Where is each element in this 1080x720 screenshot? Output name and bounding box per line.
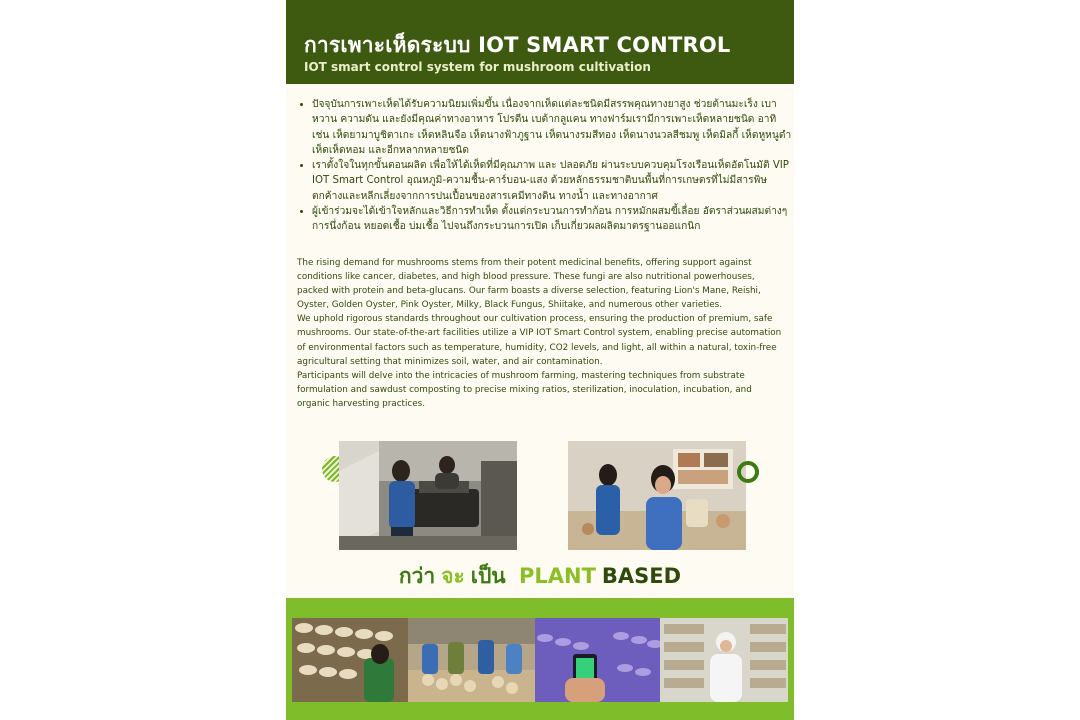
slogan-part-2: จะ [441,564,465,588]
footer-photo-strip [286,598,794,720]
photo-workers-at-machine [339,441,517,550]
photo-mushroom-bag-rows [292,618,408,702]
english-paragraph-3: Participants will delve into the intricacies of mushroom farming, mastering techniques from substrate formulation and sawdust composting to precise mixing ratios, sterilization, inoculation, incubation, and organic harvesting practices. [297,370,752,409]
english-paragraph-1: The rising demand for mushrooms stems from their potent medicinal benefits, offering support against conditions like cancer, diabetes, and high blood pressure. These fungi are also nutritional powerhouses, packed with protein and beta-glucans. Our farm boasts a diverse selection, featuring Lion's Mane, Reishi, Oyster, Golden Oyster, Pink Oyster, Milky, Black Fungus, Shiitake, and numerous other varieties. [297,258,761,311]
slogan-part-3: เป็น [470,564,506,588]
header-banner [286,0,794,84]
slogan-part-4: PLANT [518,564,596,588]
photo-lab-worker-shelves [660,618,788,702]
flyer-page [286,0,794,720]
photo-smart-control-app [535,618,660,702]
thai-bullet-1: • ปัจจุบันการเพาะเห็ดได้รับความนิยมเพิ่มขึ้น เนื่องจากเห็ดแต่ละชนิดมีสรรพคุณทางยาสูง ช่วยต้านมะเร็ง เบาหวาน ความดัน และยังมีคุณค่าทางอาหาร โปรตีน เบต้ากลูแคน ทางฟาร์มเรามีการเพาะเห็ดหลายชนิด อาทิ เช่น เห็ดยามาบูชิตาเกะ เห็ดหลินจือ เห็ดนางฟ้าภูฐาน เห็ดนางรมสีทอง เห็ดนางนวลสีชมพู เห็ดมิลกี้ เห็ดหูหนูดำ เห็ดเห็ดหอม และอีกหลากหลายชนิด [312,97,794,158]
page-subtitle: IOT smart control system for mushroom cultivation [304,60,651,74]
english-paragraph-2: We uphold rigorous standards throughout our cultivation process, ensuring the production of premium, safe mushrooms. Our state-of-the-art facilities utilize a VIP IOT Smart Control system, enabling precise automation of environmental factors such as temperature, humidity, CO2 levels, and light, all within a natural, toxin-free agricultural setting that minimizes soil, water, and air contamination. [297,314,782,367]
slogan-part-1: กว่า [398,564,436,588]
slogan-banner [286,560,794,593]
slogan-part-5: BASED [601,564,682,588]
ring-decoration [737,461,759,483]
english-description [297,256,783,411]
thai-bullet-list [300,97,794,235]
photo-participants-with-mushroom-bag [568,441,746,550]
thai-bullet-3: • ผู้เข้าร่วมจะได้เข้าใจหลักและวิธีการทำเห็ด ตั้งแต่กระบวนการทำก้อน การหมักผสมขี้เลื่อย อัตราส่วนผสมต่างๆ การนึ่งก้อน หยอดเชื้อ บ่มเชื้อ ไปจนถึงกระบวนการเปิด เก็บเกี่ยวผลผลิตมาตรฐานออแกนิก [312,204,794,235]
thai-bullet-2: • เราตั้งใจในทุกขั้นตอนผลิต เพื่อให้ได้เห็ดที่มีคุณภาพ และ ปลอดภัย ผ่านระบบควบคุมโรงเรือนเห็ดอัตโนมัติ VIP IOT Smart Control อุณหภูมิ-ความชื้น-คาร์บอน-แสง ด้วยหลักธรรมชาติบนพื้นที่การเกษตรที่ไม่มีสารพิษตกค้างและหลีกเลี่ยงจากการปนเปื้อนของสารเคมีทางดิน ทางน้ำ และทางอากาศ [312,158,794,204]
page-title: การเพาะเห็ดระบบ IOT SMART CONTROL [304,33,731,57]
photo-group-workshop [408,618,535,702]
